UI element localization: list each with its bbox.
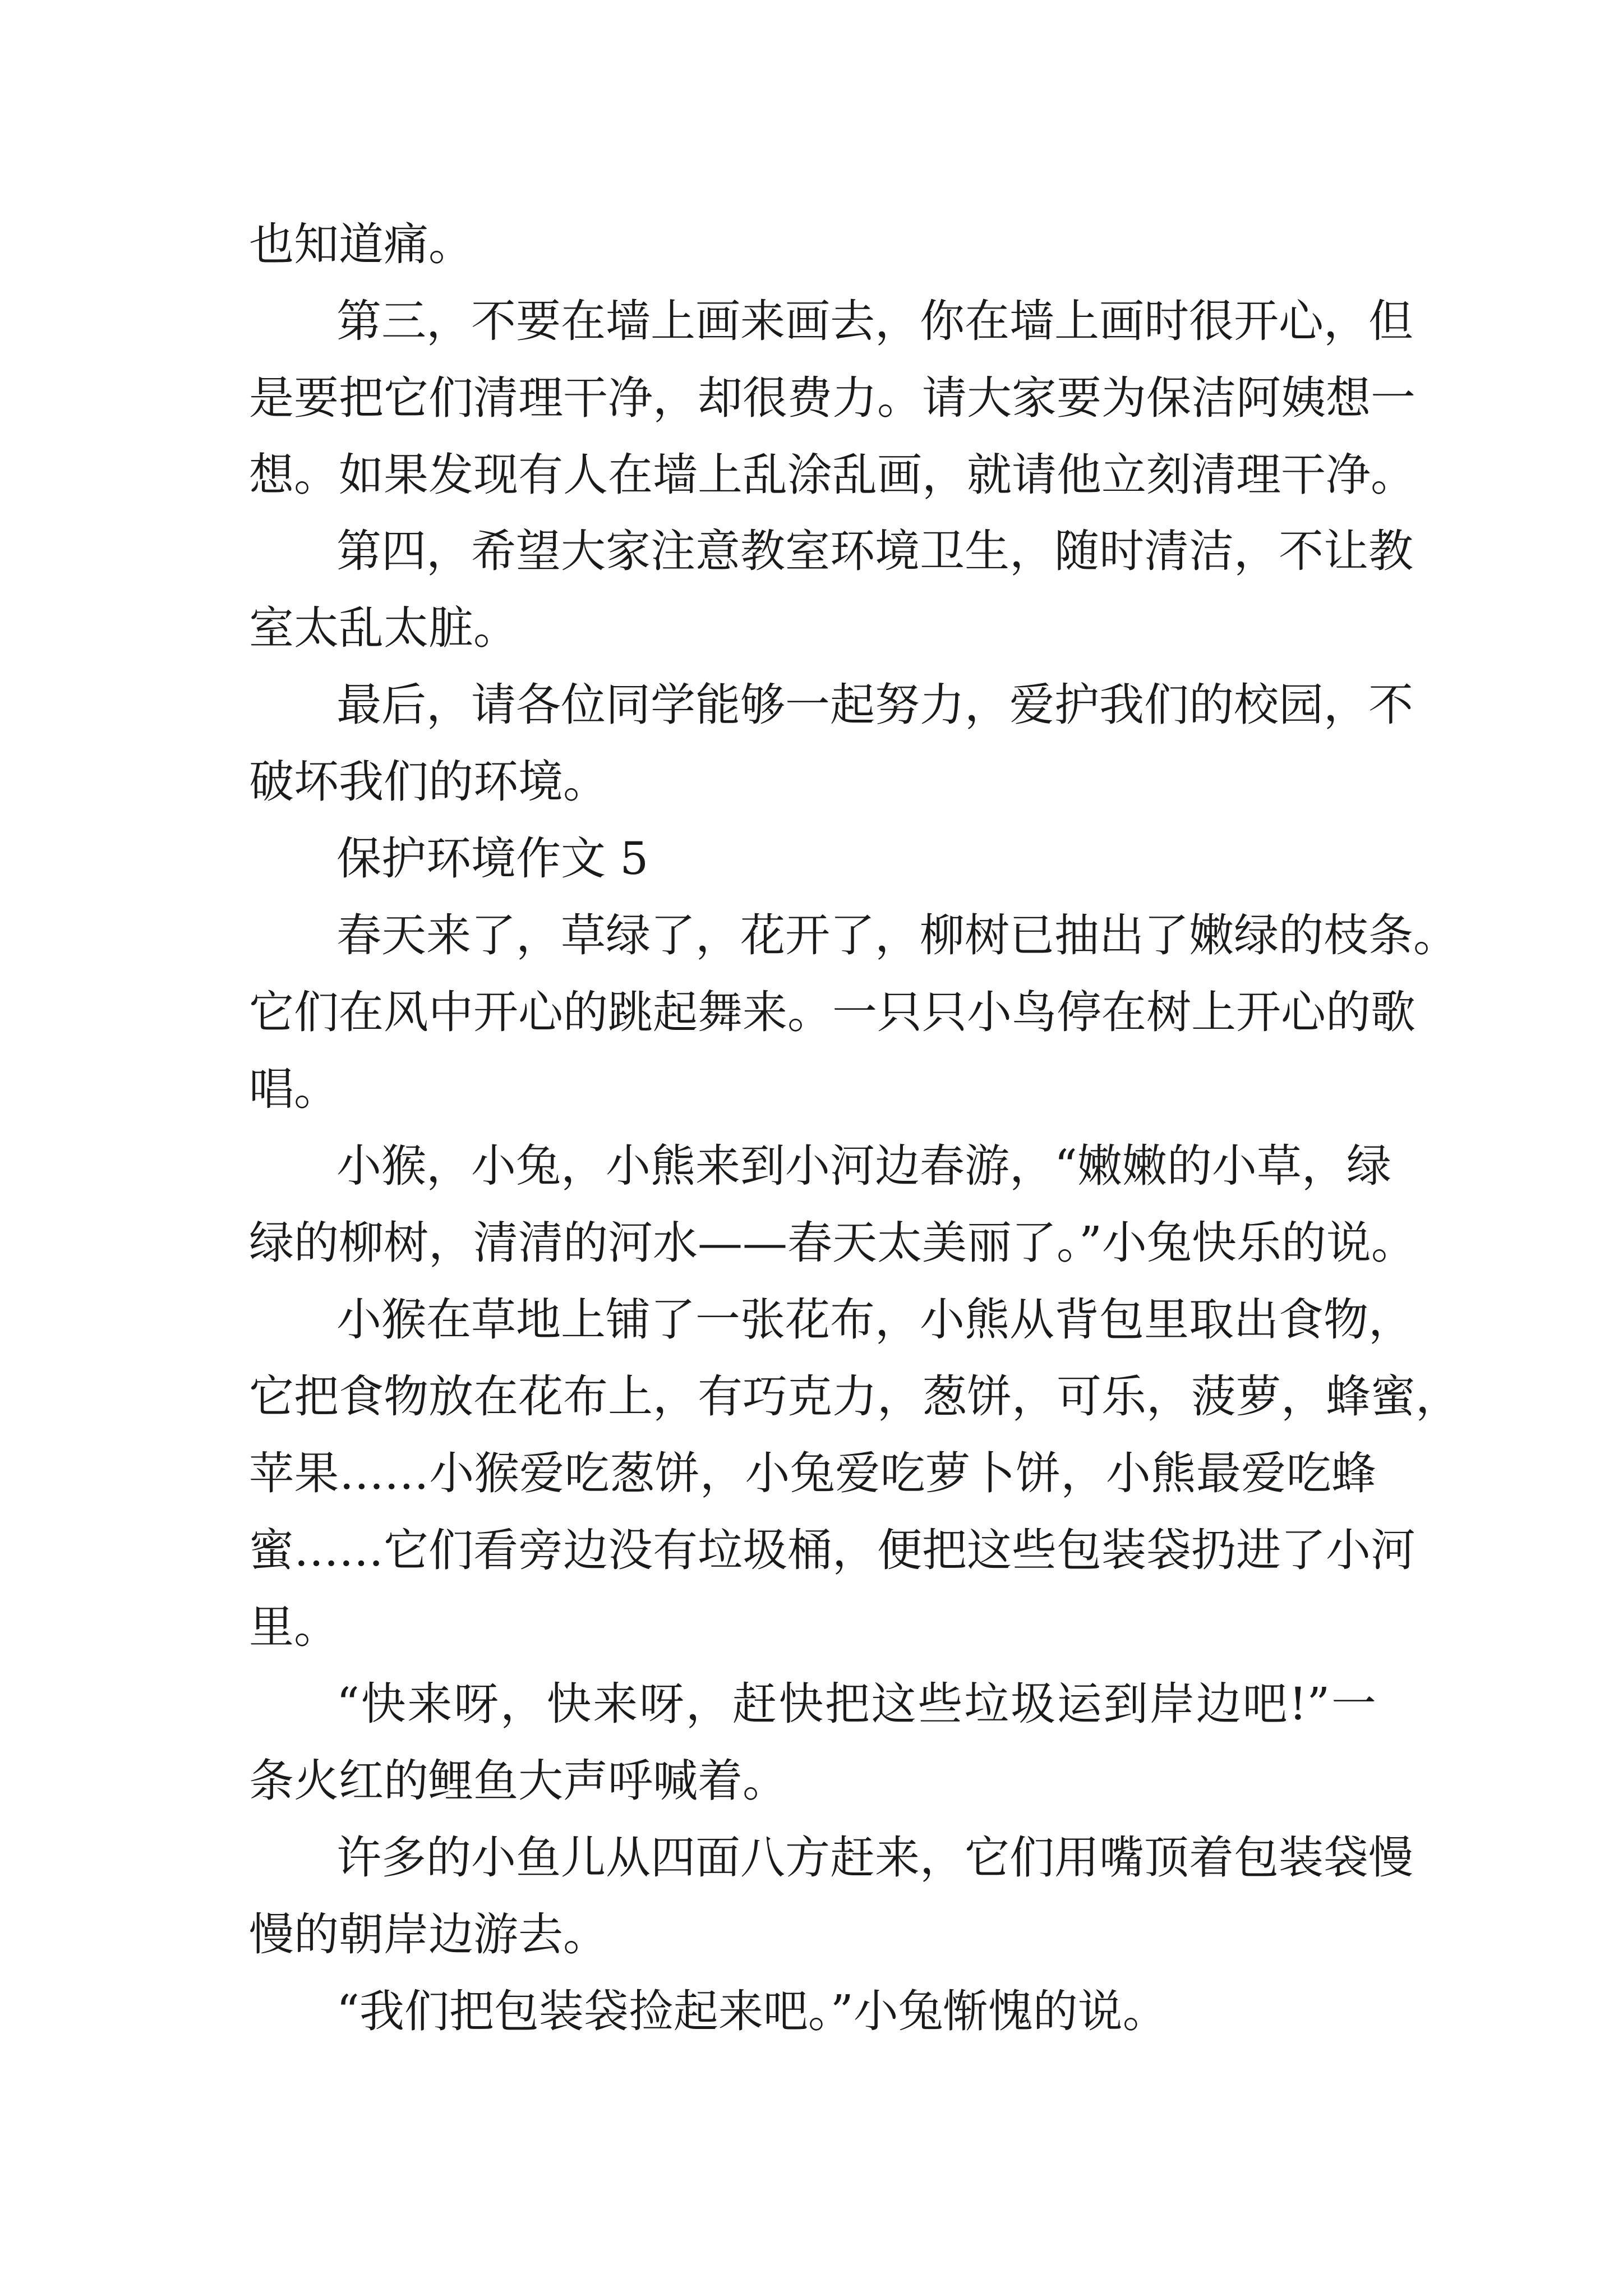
text-line: 条火红的鲤鱼大声呼喊着。 — [249, 1755, 787, 1807]
text-line: 绿的柳树，清清的河水——春天太美丽了。”小兔快乐的说。 — [249, 1217, 1416, 1269]
paragraph-first-line: 许多的小鱼儿从四面八方赶来，它们用嘴顶着包装袋慢 — [336, 1832, 1413, 1884]
paragraph-first-line: 第四，希望大家注意教室环境卫生，随时清洁，不让教 — [336, 525, 1413, 577]
paragraph-first-line: 小猴，小兔，小熊来到小河边春游，“嫩嫩的小草，绿 — [336, 1140, 1391, 1192]
paragraph-first-line: 最后，请各位同学能够一起努力，爱护我们的校园，不 — [336, 679, 1413, 731]
text-line: 也知道痛。 — [249, 218, 473, 270]
text-line: 慢的朝岸边游去。 — [249, 1908, 608, 1961]
text-line: 想。如果发现有人在墙上乱涂乱画，就请他立刻清理干净。 — [249, 449, 1415, 501]
essay-body — [249, 0, 1460, 2296]
text-line: 里。 — [249, 1601, 339, 1653]
text-line: 破坏我们的环境。 — [249, 756, 608, 808]
paragraph-first-line: 小猴在草地上铺了一张花布，小熊从背包里取出食物， — [336, 1294, 1413, 1346]
paragraph-first-line: “我们把包装袋捡起来吧。”小兔惭愧的说。 — [336, 1985, 1168, 2037]
paragraph-first-line: 第三，不要在墙上画来画去，你在墙上画时很开心，但 — [336, 295, 1413, 347]
text-line: 它把食物放在花布上，有巧克力，葱饼，可乐，菠萝，蜂蜜， — [249, 1370, 1460, 1423]
text-line: 它们在风中开心的跳起舞来。一只只小鸟停在树上开心的歌 — [249, 986, 1415, 1038]
text-line: 室太乱太脏。 — [249, 602, 518, 654]
text-line: 蜜……它们看旁边没有垃圾桶，便把这些包装袋扔进了小河 — [249, 1524, 1415, 1576]
text-line: 唱。 — [249, 1063, 339, 1115]
paragraph-first-line: 春天来了，草绿了，花开了，柳树已抽出了嫩绿的枝条。 — [336, 909, 1458, 961]
text-line: 是要把它们清理干净，却很费力。请大家要为保洁阿姨想一 — [249, 372, 1415, 424]
text-line: 苹果……小猴爱吃葱饼，小兔爱吃萝卜饼，小熊最爱吃蜂 — [249, 1447, 1376, 1499]
section-heading: 保护环境作文 5 — [336, 832, 649, 885]
paragraph-first-line: “快来呀，快来呀，赶快把这些垃圾运到岸边吧!”一 — [336, 1678, 1376, 1730]
